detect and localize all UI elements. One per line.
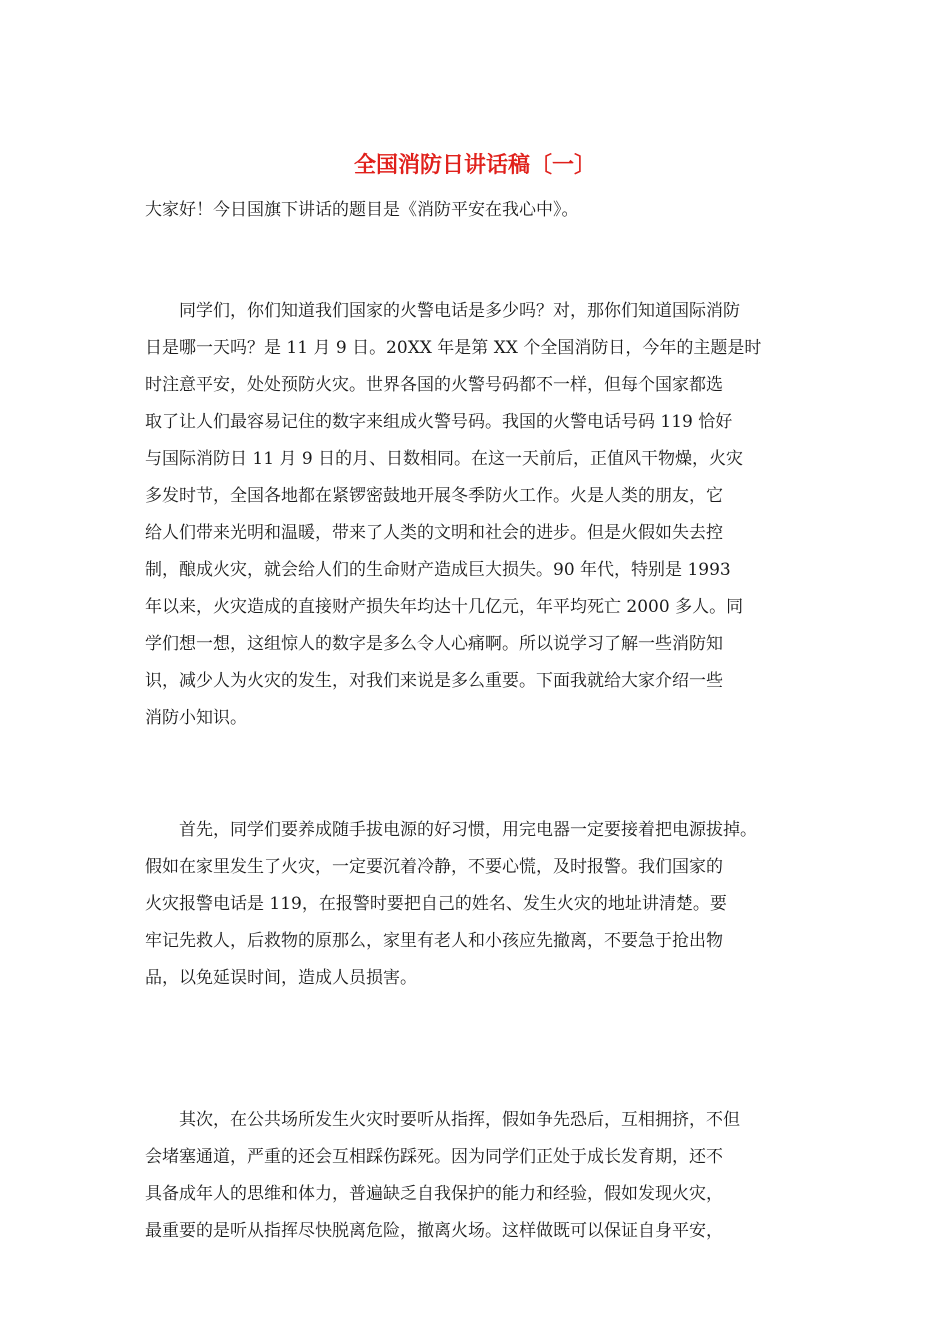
text-line: 取了让人们最容易记住的数字来组成火警号码。我国的火警电话号码 119 恰好 [145,412,733,432]
text-line: 具备成年人的思维和体力，普遍缺乏自我保护的能力和经验，假如发现火灾， [145,1184,723,1204]
text-line: 会堵塞通道，严重的还会互相踩伤踩死。因为同学们正处于成长发育期，还不 [145,1147,723,1167]
text-line: 识，减少人为火灾的发生，对我们来说是多么重要。下面我就给大家介绍一些 [145,671,723,691]
text-line: 与国际消防日 11 月 9 日的月、日数相同。在这一天前后，正值风干物燥，火灾 [145,449,744,469]
text-line: 时注意平安，处处预防火灾。世界各国的火警号码都不一样，但每个国家都选 [145,375,723,395]
text-line: 多发时节，全国各地都在紧锣密鼓地开展冬季防火工作。火是人类的朋友，它 [145,486,723,506]
text-line: 日是哪一天吗？是 11 月 9 日。20XX 年是第 XX 个全国消防日，今年的主题是时 [145,338,762,358]
paragraph-3 [145,1102,815,1250]
paragraph-1 [145,293,815,737]
text-line: 牢记先救人，后救物的原那么，家里有老人和小孩应先撤离，不要急于抢出物 [145,931,723,951]
text-line: 其次，在公共场所发生火灾时要听从指挥，假如争先恐后，互相拥挤，不但 [179,1110,740,1130]
text-line: 火灾报警电话是 119，在报警时要把自己的姓名、发生火灾的地址讲清楚。要 [145,894,727,914]
paragraph-2 [145,812,815,997]
text-line: 假如在家里发生了火灾，一定要沉着冷静，不要心慌，及时报警。我们国家的 [145,857,723,877]
text-line: 品，以免延误时间，造成人员损害。 [145,968,417,988]
text-line: 制，酿成火灾，就会给人们的生命财产造成巨大损失。90 年代，特别是 1993 [145,560,731,580]
text-line: 年以来，火灾造成的直接财产损失年均达十几亿元，年平均死亡 2000 多人。同 [145,597,744,617]
document-title: 全国消防日讲话稿〔一〕 [353,153,596,178]
text-line: 同学们，你们知道我们国家的火警电话是多少吗？对，那你们知道国际消防 [179,301,740,321]
text-line: 学们想一想，这组惊人的数字是多么令人心痛啊。所以说学习了解一些消防知 [145,634,723,654]
text-line: 最重要的是听从指挥尽快脱离危险，撤离火场。这样做既可以保证自身平安， [145,1221,723,1241]
text-line: 消防小知识。 [145,708,247,728]
text-line: 给人们带来光明和温暖，带来了人类的文明和社会的进步。但是火假如失去控 [145,523,723,543]
text-line: 首先，同学们要养成随手拔电源的好习惯，用完电器一定要接着把电源拔掉。 [179,820,757,840]
greeting-line: 大家好！今日国旗下讲话的题目是《消防平安在我心中》。 [145,200,579,220]
